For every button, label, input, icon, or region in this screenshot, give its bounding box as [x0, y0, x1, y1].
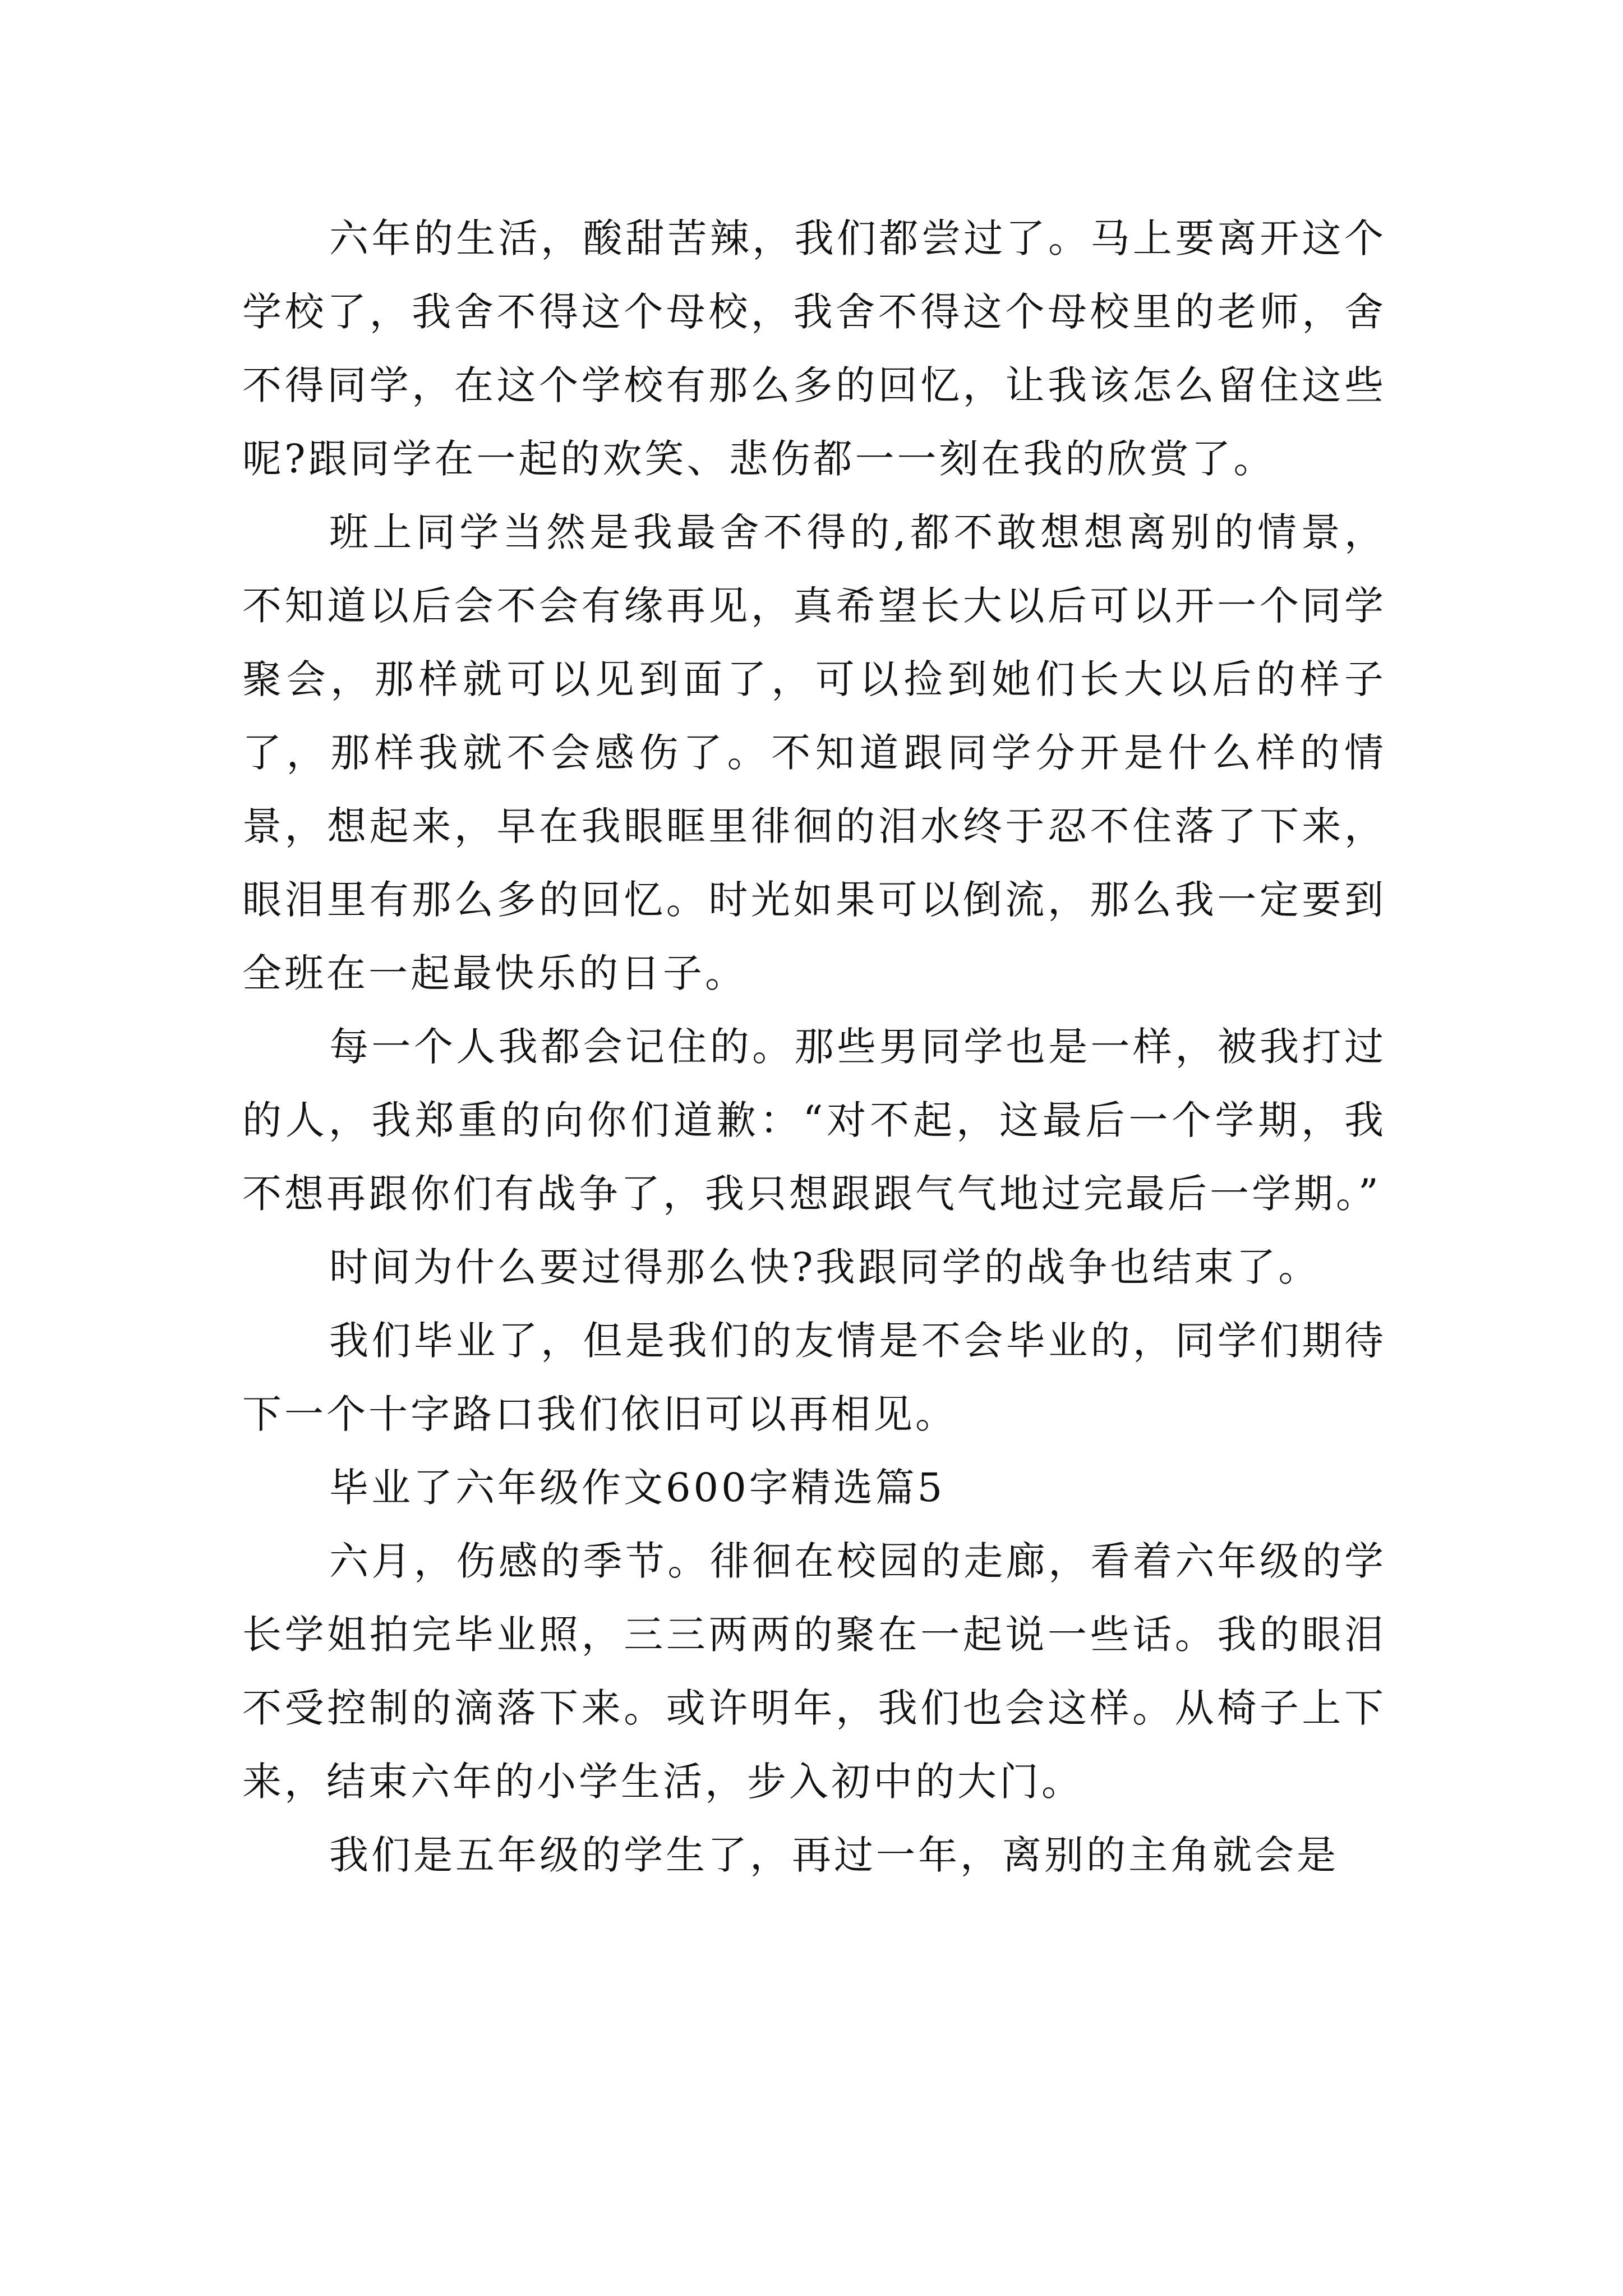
paragraph: 六月，伤感的季节。徘徊在校园的走廊，看着六年级的学长学姐拍完毕业照，三三两两的聚在一起说一些话。我的眼泪不受控制的滴落下来。或许明年，我们也会这样。从椅子上下来，结束六年的小学生活，步入初中的大门。 — [242, 1538, 1386, 1805]
essay-body — [242, 202, 1386, 1892]
paragraph: 六年的生活，酸甜苦辣，我们都尝过了。马上要离开这个学校了，我舍不得这个母校，我舍不得这个母校里的老师，舍不得同学，在这个学校有那么多的回忆，让我该怎么留住这些呢?跟同学在一起的欢笑、悲伤都一一刻在我的欣赏了。 — [242, 215, 1386, 482]
paragraph: 我们是五年级的学生了，再过一年，离别的主角就会是 — [329, 1832, 1339, 1878]
paragraph: 每一个人我都会记住的。那些男同学也是一样，被我打过的人，我郑重的向你们道歉：“对不起，这最后一个学期，我不想再跟你们有战争了，我只想跟跟气气地过完最后一学期。” — [242, 1024, 1386, 1217]
paragraph: 班上同学当然是我最舍不得的,都不敢想想离别的情景，不知道以后会不会有缘再见，真希望长大以后可以开一个同学聚会，那样就可以见到面了，可以捡到她们长大以后的样子了，那样我就不会感伤了。不知道跟同学分开是什么样的情景，想起来，早在我眼眶里徘徊的泪水终于忍不住落了下来，眼泪里有那么多的回忆。时光如果可以倒流，那么我一定要到全班在一起最快乐的日子。 — [242, 509, 1386, 996]
paragraph: 我们毕业了，但是我们的友情是不会毕业的，同学们期待下一个十字路口我们依旧可以再相见。 — [242, 1318, 1386, 1437]
section-title: 毕业了六年级作文600字精选篇5 — [329, 1465, 946, 1511]
paragraph: 时间为什么要过得那么快?我跟同学的战争也结束了。 — [329, 1244, 1321, 1290]
